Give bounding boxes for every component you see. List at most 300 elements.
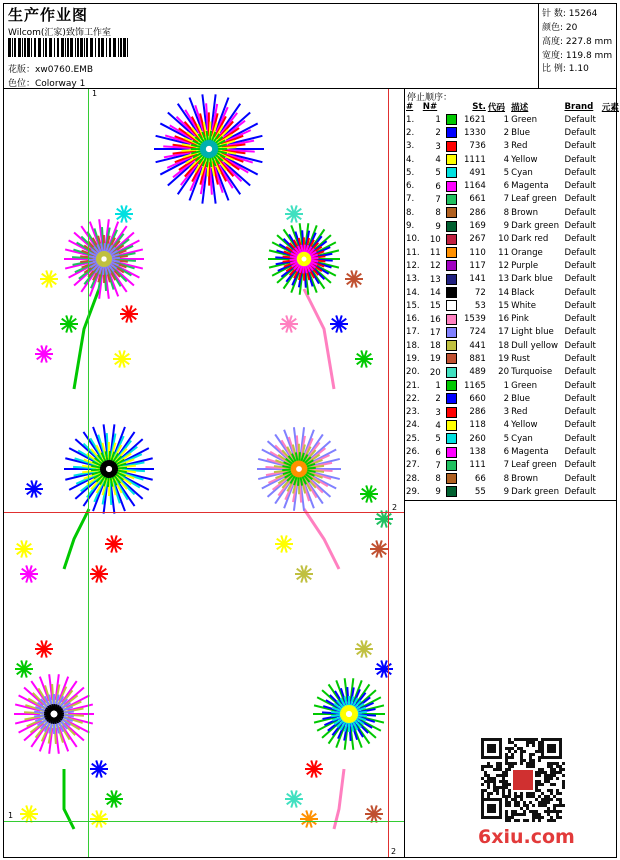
guide-green-vertical [88,89,89,857]
cell-index: 20. [406,367,420,378]
cell-index: 22. [406,393,420,404]
cell-brand: Default [564,353,596,364]
flower-top [154,94,264,203]
col-index: # [406,102,414,112]
table-row [405,326,620,339]
cell-needle [422,419,458,432]
table-row [405,193,620,206]
cell-stitches: 111 [469,460,486,471]
color-swatch [446,460,457,471]
cell-element [601,366,620,379]
needle-number: 16 [429,314,441,325]
cell-needle [422,312,458,325]
cell-index: 16. [406,314,420,325]
cell-index: 14. [406,287,420,298]
cell-element [601,259,620,272]
cell-desc: Cyan [511,433,533,444]
cell-stitches: 55 [474,486,486,497]
cell-element [601,472,620,485]
bud-ll-6 [90,810,108,827]
cell-index: 27. [406,460,420,471]
table-row [405,113,620,126]
cell-needle [422,286,458,299]
cell-stitches: 441 [469,340,486,351]
qr-seal-icon [513,770,533,790]
cell-code: 13 [498,274,510,285]
cell-needle [422,273,458,286]
needle-number: 6 [435,447,441,458]
bud-mr-4 [295,565,313,582]
cell-code: 4 [503,420,510,431]
cell-needle [422,193,458,206]
cell-desc: Rust [511,353,530,364]
cell-element [601,166,620,179]
needle-number: 14 [429,288,441,298]
cell-needle [422,459,458,472]
table-row [405,246,620,259]
cell-needle [422,406,458,419]
cell-code: 7 [503,460,510,471]
table-row [405,219,620,232]
needle-number: 8 [435,474,441,485]
cell-index: 24. [406,420,420,431]
color-swatch [446,340,457,351]
stem-upper-left [74,289,99,389]
cell-brand: Default [564,486,596,497]
cell-index: 10. [406,234,420,245]
cell-brand: Default [564,260,596,271]
color-swatch [446,380,457,391]
flower-mid-left [64,424,154,513]
table-row [405,339,620,352]
cell-element [601,206,620,219]
cell-code: 18 [498,340,510,351]
cell-index: 12. [406,260,420,271]
cell-code: 2 [503,127,510,138]
cell-brand: Default [564,340,596,351]
company-name: Wilcom(汇家)致饰工作室 [8,28,111,38]
bud-ll-2 [15,660,33,677]
table-row [405,153,620,166]
cell-needle [422,299,458,312]
guide-label-1-top: 1 [92,89,98,98]
cell-desc: Green [511,114,538,125]
needle-number: 9 [435,221,441,232]
cell-needle [422,153,458,166]
table-row [405,472,620,485]
cell-element [601,406,620,419]
cell-code: 6 [503,447,510,458]
color-swatch [446,127,457,138]
table-row [405,166,620,179]
cell-stitches: 72 [474,287,486,298]
color-swatch [446,167,457,178]
needle-number: 3 [435,141,441,152]
cell-desc: Yellow [511,420,538,431]
cell-element [601,339,620,352]
color-swatch [446,367,457,378]
cell-stitches: 138 [469,447,486,458]
needle-number: 3 [435,407,441,418]
bud-ml-3 [105,535,123,552]
design-label: 花版： [8,65,36,75]
cell-desc: Brown [511,473,539,484]
color-swatch [446,274,457,285]
cell-stitches: 260 [469,433,486,444]
cell-index: 17. [406,327,420,338]
bud-lr-3 [305,760,323,777]
cell-desc: Dull yellow [511,340,559,351]
needle-number: 11 [429,248,441,259]
cell-desc: Red [511,407,528,418]
cell-needle [422,366,458,379]
bud-ul-3 [35,345,53,362]
bud-lr-1 [355,640,373,657]
cell-brand: Default [564,433,596,444]
needle-number: 2 [435,394,441,405]
cell-index: 11. [406,247,420,258]
cell-brand: Default [564,247,596,258]
needle-number: 1 [435,381,441,392]
cell-element [601,246,620,259]
table-row [405,485,620,498]
needle-number: 6 [435,181,441,192]
cell-desc: Leaf green [511,194,557,205]
stat-width: 宽度: 119.8 mm [542,51,613,61]
bud-mr-2 [370,540,388,557]
bud-ul-4 [60,315,78,332]
color-swatch [446,141,457,152]
cell-stitches: 1621 [463,114,486,125]
cell-desc: Light blue [511,327,554,338]
cell-element [601,352,620,365]
cell-element [601,179,620,192]
design-value: xw0760.EMB [35,65,94,75]
cell-code: 4 [503,154,510,165]
guide-label-2-right: 2 [392,503,398,512]
cell-brand: Default [564,407,596,418]
table-row [405,432,620,445]
cell-desc: Pink [511,314,529,325]
table-header-row [405,101,620,113]
needle-number: 4 [435,155,441,166]
cell-brand: Default [564,194,596,205]
cell-code: 3 [503,141,510,152]
cell-index: 15. [406,300,420,311]
colorway-label: 色位： [8,79,36,89]
bud-ur-5 [280,315,298,332]
cell-code: 1 [503,114,510,125]
cell-element [601,153,620,166]
cell-brand: Default [564,114,596,125]
needle-number: 12 [429,261,441,272]
cell-index: 13. [406,274,420,285]
table-row [405,140,620,153]
cell-element [601,299,620,312]
needle-number: 7 [435,460,441,471]
cell-brand: Default [564,154,596,165]
bud-lr-4 [285,790,303,807]
cell-index: 7. [406,194,415,205]
color-swatch [446,221,457,232]
needle-number: 15 [429,301,441,312]
cell-needle [422,140,458,153]
bud-ul-5 [113,350,131,367]
stem-mid-right [304,509,339,569]
cell-index: 18. [406,340,420,351]
cell-stitches: 286 [469,407,486,418]
cell-code: 8 [503,473,510,484]
cell-element [601,273,620,286]
cell-index: 6. [406,181,415,192]
cell-desc: Black [511,287,535,298]
cell-stitches: 118 [469,420,486,431]
color-swatch [446,181,457,192]
cell-desc: White [511,300,537,311]
cell-code: 19 [498,353,510,364]
cell-code: 9 [503,221,510,232]
cell-brand: Default [564,447,596,458]
needle-number: 18 [429,341,441,352]
cell-code: 17 [498,327,510,338]
cell-brand: Default [564,460,596,471]
bud-ur-1 [285,205,303,222]
cell-index: 29. [406,486,420,497]
guide-red-horizontal [4,512,404,513]
cell-code: 20 [498,367,510,378]
cell-needle [422,472,458,485]
cell-element [601,126,620,139]
table-row [405,419,620,432]
stem-lower-right [334,769,344,829]
table-row [405,233,620,246]
bud-ur-3 [355,350,373,367]
table-row [405,406,620,419]
cell-stitches: 736 [469,141,486,152]
needle-number: 20 [429,367,441,378]
bud-ul-1 [115,205,133,222]
cell-needle [422,206,458,219]
table-row [405,379,620,392]
needle-number: 8 [435,208,441,219]
cell-stitches: 110 [469,247,486,258]
color-swatch [446,433,457,444]
color-swatch [446,327,457,338]
cell-element [601,419,620,432]
color-swatch [446,314,457,325]
bud-ml-4 [90,565,108,582]
color-swatch [446,393,457,404]
cell-index: 25. [406,433,420,444]
cell-index: 19. [406,353,420,364]
cell-stitches: 117 [469,260,486,271]
needle-number: 4 [435,420,441,431]
cell-brand: Default [564,234,596,245]
table-row [405,259,620,272]
bud-ur-2 [345,270,363,287]
cell-code: 5 [503,433,510,444]
guide-label-2-bottom: 2 [391,847,397,856]
stop-sequence-heading: 停止顺序： [407,93,453,103]
cell-desc: Turquoise [511,367,553,378]
cell-code: 10 [498,234,510,245]
cell-stitches: 1330 [463,127,486,138]
cell-brand: Default [564,287,596,298]
color-swatch [446,194,457,205]
color-swatch [446,407,457,418]
color-swatch [446,473,457,484]
stop-sequence-table [405,101,620,499]
bud-ll-5 [20,805,38,822]
color-swatch [446,207,457,218]
guide-green-horizontal [4,821,404,822]
cell-needle [422,113,458,126]
cell-needle [422,246,458,259]
cell-stitches: 141 [469,274,486,285]
cell-element [601,326,620,339]
cell-stitches: 169 [469,221,486,232]
cell-stitches: 1539 [463,314,486,325]
cell-code: 6 [503,181,510,192]
needle-number: 13 [429,274,441,285]
table-row [405,286,620,299]
design-name [8,62,93,75]
cell-needle [422,392,458,405]
cell-element [601,193,620,206]
cell-index: 3. [406,141,415,152]
table-row [405,366,620,379]
col-brand: Brand [564,102,594,112]
cell-index: 2. [406,127,415,138]
cell-code: 3 [503,407,510,418]
cell-desc: Orange [511,247,543,258]
cell-brand: Default [564,380,596,391]
design-preview [4,89,404,857]
stem-upper-right [304,289,334,389]
col-needle: N# [422,102,438,112]
bud-mr-1 [360,485,378,502]
cell-element [601,459,620,472]
cell-index: 1. [406,114,415,125]
cell-index: 8. [406,207,415,218]
cell-code: 7 [503,194,510,205]
cell-index: 21. [406,380,420,391]
cell-stitches: 66 [474,473,486,484]
col-element: 元素 [601,103,619,113]
cell-element [601,392,620,405]
cell-needle [422,432,458,445]
cell-stitches: 286 [469,207,486,218]
flower-mid-right [257,427,341,510]
bud-ml-2 [15,540,33,557]
cell-element [601,219,620,232]
cell-code: 12 [498,260,510,271]
cell-element [601,113,620,126]
qr-code [481,738,565,822]
cell-code: 1 [503,380,510,391]
cell-element [601,286,620,299]
cell-needle [422,326,458,339]
bud-lr-2 [375,660,393,677]
cell-stitches: 491 [469,167,486,178]
cell-index: 23. [406,407,420,418]
flower-upper-left [64,219,144,298]
cell-needle [422,179,458,192]
cell-code: 5 [503,167,510,178]
bud-ll-3 [90,760,108,777]
bud-mr-3 [275,535,293,552]
cell-brand: Default [564,274,596,285]
col-code: 代码 [487,103,506,113]
bud-ul-6 [120,305,138,322]
cell-needle [422,259,458,272]
table-row [405,312,620,325]
cell-desc: Dark green [511,221,560,232]
needle-number: 5 [435,434,441,445]
color-swatch [446,420,457,431]
cell-element [601,140,620,153]
flower-lower-right [313,678,385,749]
cell-element [601,445,620,458]
cell-code: 9 [503,486,510,497]
color-swatch [446,287,457,298]
needle-number: 5 [435,168,441,179]
cell-needle [422,233,458,246]
cell-code: 14 [498,287,510,298]
color-swatch [446,300,457,311]
cell-brand: Default [564,167,596,178]
cell-index: 9. [406,221,415,232]
needle-number: 19 [429,354,441,365]
cell-stitches: 661 [469,194,486,205]
bud-ll-1 [35,640,53,657]
stat-height: 高度: 227.8 mm [542,37,613,47]
table-row [405,273,620,286]
cell-brand: Default [564,420,596,431]
needle-number: 1 [435,115,441,126]
stat-stitches: 针 数: 15264 [542,9,598,19]
cell-brand: Default [564,367,596,378]
cell-desc: Cyan [511,167,533,178]
cell-desc: Magenta [511,181,549,192]
table-divider [404,500,617,501]
color-swatch [446,486,457,497]
cell-needle [422,126,458,139]
cell-index: 28. [406,473,420,484]
cell-desc: Magenta [511,447,549,458]
color-swatch [446,260,457,271]
table-row [405,459,620,472]
cell-desc: Dark green [511,486,560,497]
cell-brand: Default [564,207,596,218]
cell-element [601,379,620,392]
cell-element [601,233,620,246]
cell-desc: Brown [511,207,539,218]
cell-code: 15 [498,300,510,311]
cell-desc: Dark blue [511,274,553,285]
cell-index: 26. [406,447,420,458]
stem-lower-left [64,769,74,829]
cell-desc: Green [511,380,538,391]
cell-needle [422,445,458,458]
needle-number: 7 [435,194,441,205]
cell-index: 4. [406,154,415,165]
cell-index: 5. [406,167,415,178]
cell-brand: Default [564,314,596,325]
stat-colors: 颜色: 20 [542,23,578,33]
cell-desc: Purple [511,260,539,271]
cell-needle [422,219,458,232]
